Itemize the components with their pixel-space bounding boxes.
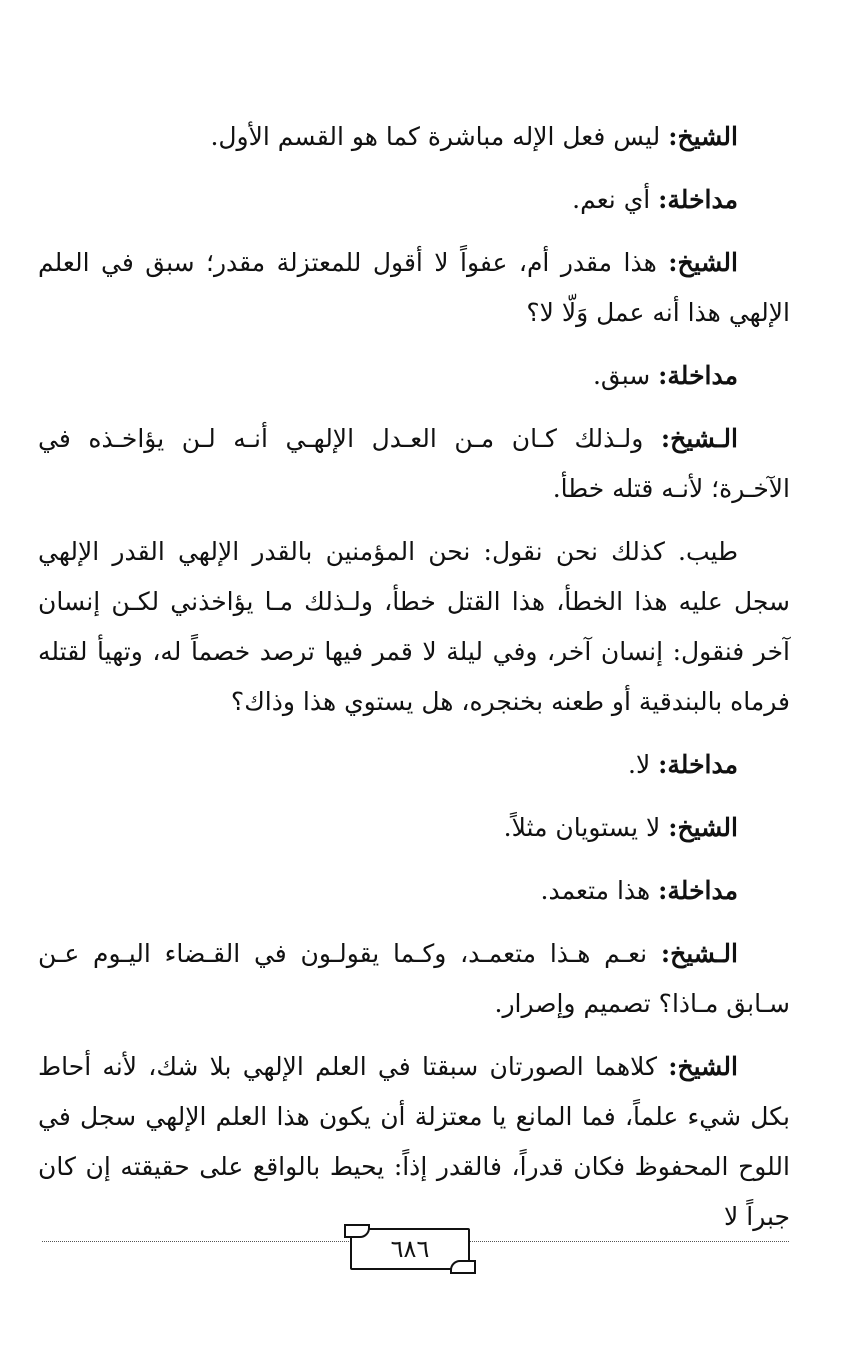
speaker-label: الشيخ: — [668, 248, 738, 277]
paragraph-text: لا يستويان مثلاً. — [503, 813, 669, 842]
speaker-label: مداخلة: — [658, 750, 738, 779]
speaker-label: الـشيخ: — [660, 939, 738, 968]
dialogue-paragraph-1 — [38, 112, 790, 162]
dialogue-paragraph-10 — [38, 929, 790, 1029]
paragraph-text: هذا متعمد. — [540, 876, 659, 905]
paragraph-text: أي نعم. — [572, 185, 659, 214]
dialogue-paragraph-2 — [38, 175, 790, 225]
dialogue-paragraph-11 — [38, 1042, 790, 1242]
paragraph-text: ولـذلك كـان مـن العـدل الإلهـي أنـه لـن يؤاخـذه في الآخـرة؛ لأنـه قتله خطأ. — [38, 424, 790, 503]
speaker-label: مداخلة: — [658, 185, 738, 214]
paragraph-text: نعـم هـذا متعمـد، وكـما يقولـون في القـضاء اليـوم عـن سـابق مـاذا؟ تصميم وإصرار. — [38, 939, 790, 1018]
speaker-label: الشيخ: — [668, 813, 738, 842]
paragraph-text: لا. — [628, 750, 659, 779]
dialogue-paragraph-8 — [38, 803, 790, 853]
paragraph-text: ليس فعل الإله مباشرة كما هو القسم الأول. — [210, 122, 669, 151]
page-number: ٦٨٦ — [390, 1235, 430, 1263]
speaker-label: الشيخ: — [668, 122, 738, 151]
page-text — [38, 112, 790, 1255]
dialogue-paragraph-3 — [38, 238, 790, 338]
page-number-frame — [350, 1228, 470, 1270]
dialogue-paragraph-9 — [38, 866, 790, 916]
speaker-label: مداخلة: — [658, 361, 738, 390]
dialogue-paragraph-4 — [38, 351, 790, 401]
paragraph-text: هذا مقدر أم، عفواً لا أقول للمعتزلة مقدر؛ سبق في العلم الإلهي هذا أنه عمل وَلّا لا؟ — [38, 248, 790, 327]
dialogue-paragraph-6 — [38, 527, 790, 727]
paragraph-text: طيب. كذلك نحن نقول: نحن المؤمنين بالقدر الإلهي القدر الإلهي سجل عليه هذا الخطأ، هذا القتل خطأ، ولـذلك مـا يؤاخذني لكـن إنسان آخر فنقول: إنسان آخر، وفي ليلة لا قمر فيها ترصد خصماً له، وتهيأ لقتله فرماه بالبندقية أو طعنه بخنجره، هل يستوي هذا وذاك؟ — [38, 537, 790, 716]
paragraph-text: سبق. — [592, 361, 659, 390]
speaker-label: مداخلة: — [658, 876, 738, 905]
dialogue-paragraph-7 — [38, 740, 790, 790]
speaker-label: الـشيخ: — [660, 424, 738, 453]
paragraph-text: كلاهما الصورتان سبقتا في العلم الإلهي بلا شك، لأنه أحاط بكل شيء علماً، فما المانع يا معتزلة أن يكون هذا العلم الإلهي سجل في اللوح المحفوظ فكان قدراً، فالقدر إذاً: يحيط بالواقع على حقيقته إن كان جبراً لا — [38, 1052, 790, 1231]
speaker-label: الشيخ: — [668, 1052, 738, 1081]
dialogue-paragraph-5 — [38, 414, 790, 514]
